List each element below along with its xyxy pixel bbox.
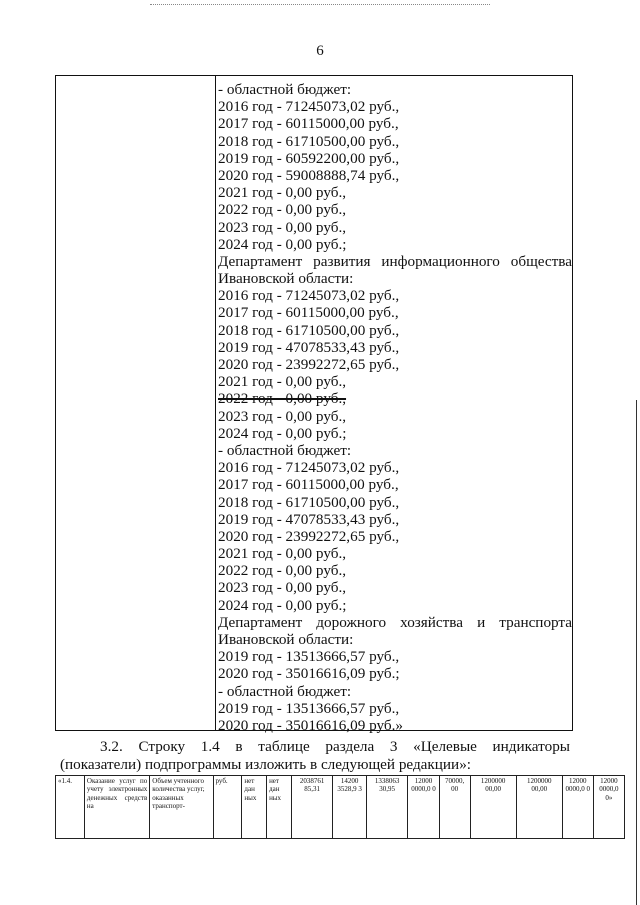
budget-line: - областной бюджет: bbox=[218, 81, 352, 98]
department-region: Ивановской области: bbox=[218, 270, 354, 288]
budget-line: 2019 год - 13513666,57 руб., bbox=[218, 699, 400, 717]
row-number-cell: «1.4. bbox=[56, 776, 85, 839]
value-cell: 12000 0000,0 0 bbox=[562, 776, 593, 839]
page-edge-line bbox=[636, 400, 637, 905]
funding-table-right-cell bbox=[218, 81, 572, 734]
indicator-name-cell: Объем учтенного количества услуг, оказанных транспорт- bbox=[150, 776, 213, 839]
value-cell: 1338063 30,95 bbox=[366, 776, 408, 839]
budget-line: 2022 год - 0,00 руб., bbox=[218, 201, 347, 219]
budget-line: 2016 год - 71245073,02 руб., bbox=[218, 98, 400, 116]
budget-line: - областной бюджет: bbox=[218, 682, 352, 700]
budget-line: 2020 год - 23992272,65 руб., bbox=[218, 527, 400, 545]
budget-line: 2024 год - 0,00 руб.; bbox=[218, 424, 347, 442]
budget-line: - областной бюджет: bbox=[218, 441, 352, 459]
budget-line: 2023 год - 0,00 руб., bbox=[218, 407, 347, 425]
paragraph-line: (показатели) подпрограммы изложить в следующей редакции»: bbox=[60, 755, 472, 773]
budget-line: 2019 год - 60592200,00 руб., bbox=[218, 149, 400, 167]
value-cell: 12000 0000,0 0 bbox=[408, 776, 439, 839]
budget-line: 2016 год - 71245073,02 руб., bbox=[218, 287, 400, 305]
page-number: 6 bbox=[316, 43, 324, 59]
budget-line: 2017 год - 60115000,00 руб., bbox=[218, 304, 399, 322]
struck-text: 2022 год - 0,00 руб., bbox=[218, 390, 347, 408]
funding-table bbox=[55, 75, 573, 734]
budget-line: 2017 год - 60115000,00 руб., bbox=[218, 476, 399, 494]
budget-line: 2020 год - 35016616,09 руб.; bbox=[218, 665, 400, 683]
budget-line: 2021 год - 0,00 руб., bbox=[218, 545, 347, 563]
department-region: Ивановской области: bbox=[218, 631, 354, 648]
scan-artifact bbox=[150, 4, 490, 8]
budget-line: 2020 год - 23992272,65 руб., bbox=[218, 356, 400, 373]
budget-line: 2019 год - 47078533,43 руб., bbox=[218, 338, 400, 356]
paragraph-line: 3.2. Строку 1.4 в таблице раздела 3 «Целевые индикаторы bbox=[100, 738, 570, 755]
budget-line: 2024 год - 0,00 руб.; bbox=[218, 596, 347, 614]
funding-table-left-cell bbox=[56, 76, 216, 730]
value-cell: 70000, 00 bbox=[439, 776, 470, 839]
budget-line: 2018 год - 61710500,00 руб., bbox=[218, 321, 400, 339]
budget-line: 2024 год - 0,00 руб.; bbox=[218, 235, 347, 253]
value-cell: нет дан ных bbox=[242, 776, 267, 839]
indicator-table bbox=[55, 775, 625, 839]
department-name: Департамент дорожного хозяйства и транспорта bbox=[218, 613, 572, 631]
value-cell: 12000 0000,0 0» bbox=[593, 776, 624, 839]
amendment-paragraph bbox=[60, 738, 570, 773]
department-name: Департамент развития информационного общества bbox=[218, 252, 572, 270]
budget-line-struck bbox=[218, 390, 572, 407]
budget-line: 2020 год - 59008888,74 руб., bbox=[218, 166, 400, 184]
unit-cell: руб. bbox=[213, 776, 242, 839]
table-row bbox=[56, 776, 625, 839]
budget-line: 2019 год - 47078533,43 руб., bbox=[218, 510, 400, 528]
budget-line: 2017 год - 60115000,00 руб., bbox=[218, 115, 399, 133]
budget-line: 2016 год - 71245073,02 руб., bbox=[218, 459, 400, 477]
budget-line: 2021 год - 0,00 руб., bbox=[218, 373, 347, 391]
value-cell: 14200 3528,9 3 bbox=[333, 776, 366, 839]
budget-line: 2020 год - 35016616,09 руб.» bbox=[218, 716, 403, 734]
value-cell: 2038761 85,31 bbox=[291, 776, 333, 839]
budget-line: 2023 год - 0,00 руб., bbox=[218, 218, 347, 236]
value-cell: 1200000 00,00 bbox=[516, 776, 562, 839]
budget-line: 2018 год - 61710500,00 руб., bbox=[218, 132, 400, 150]
value-cell: 1200000 00,00 bbox=[470, 776, 516, 839]
service-name-cell: Оказание услуг по учету электронных денежных средств на bbox=[84, 776, 149, 839]
budget-line: 2023 год - 0,00 руб., bbox=[218, 579, 347, 597]
budget-line: 2019 год - 13513666,57 руб., bbox=[218, 648, 400, 666]
budget-line: 2018 год - 61710500,00 руб., bbox=[218, 493, 400, 511]
budget-line: 2021 год - 0,00 руб., bbox=[218, 184, 347, 202]
budget-line: 2022 год - 0,00 руб., bbox=[218, 562, 347, 580]
value-cell: нет дан ных bbox=[267, 776, 292, 839]
